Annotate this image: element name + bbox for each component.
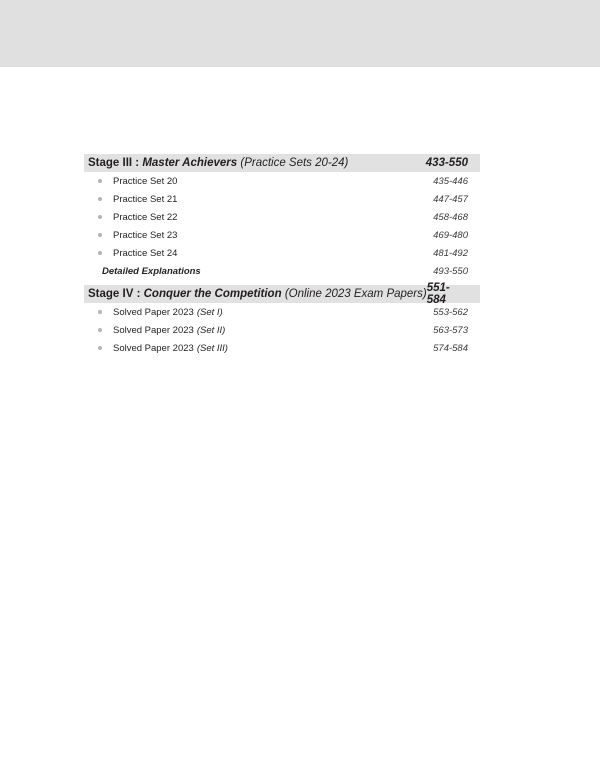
bullet-icon	[98, 310, 102, 314]
top-bar	[0, 0, 600, 67]
entry-label: Practice Set 23	[113, 229, 178, 241]
entry-label: Practice Set 20	[113, 175, 178, 187]
stage-header	[84, 154, 480, 172]
entry-pages: 458-468	[433, 211, 468, 223]
entry-pages: 481-492	[433, 247, 468, 259]
entry-pages: 469-480	[433, 229, 468, 241]
entry-label: Practice Set 21	[113, 193, 178, 205]
stage-prefix: Stage III :	[88, 157, 140, 169]
stage-prefix: Stage IV :	[88, 288, 141, 300]
entry-label: Practice Set 22	[113, 211, 178, 223]
entry-subtitle: (Set I)	[196, 306, 223, 318]
stage-name: Master Achievers	[142, 157, 238, 169]
entry-label: Solved Paper 2023	[113, 306, 194, 318]
toc-entry[interactable]	[84, 226, 480, 244]
table-of-contents	[84, 154, 480, 357]
bullet-icon	[98, 328, 102, 332]
stage-pages: 551-584	[426, 282, 450, 306]
bullet-icon	[98, 233, 102, 237]
entry-pages: 447-457	[433, 193, 468, 205]
stage-note: (Online 2023 Exam Papers)	[284, 288, 427, 300]
stage-title	[88, 157, 348, 169]
bullet-icon	[98, 215, 102, 219]
entry-label: Solved Paper 2023	[113, 324, 194, 336]
toc-entry-detailed-explanations[interactable]	[84, 262, 480, 280]
stage-title	[88, 288, 427, 300]
toc-entry[interactable]	[84, 339, 480, 357]
entry-subtitle: (Set II)	[196, 324, 226, 336]
bullet-icon	[98, 197, 102, 201]
stage-pages: 433-550	[425, 157, 468, 169]
stage-header	[84, 282, 480, 306]
entry-label: Solved Paper 2023	[113, 342, 194, 354]
bullet-icon	[98, 346, 102, 350]
entry-pages: 563-573	[433, 324, 468, 336]
entry-subtitle: (Set III)	[196, 342, 228, 354]
entry-label: Detailed Explanations	[102, 265, 201, 277]
entry-pages: 553-562	[433, 306, 468, 318]
toc-entry[interactable]	[84, 172, 480, 190]
toc-entry[interactable]	[84, 321, 480, 339]
entry-pages: 435-446	[433, 175, 468, 187]
bullet-icon	[98, 251, 102, 255]
entry-label: Practice Set 24	[113, 247, 178, 259]
bullet-icon	[98, 179, 102, 183]
toc-entry[interactable]	[84, 190, 480, 208]
toc-entry[interactable]	[84, 208, 480, 226]
stage-note: (Practice Sets 20-24)	[240, 157, 349, 169]
entry-pages: 574-584	[433, 342, 468, 354]
stage-name: Conquer the Competition	[143, 288, 282, 300]
toc-entry[interactable]	[84, 244, 480, 262]
entry-pages: 493-550	[433, 265, 468, 277]
toc-entry[interactable]	[84, 303, 480, 321]
